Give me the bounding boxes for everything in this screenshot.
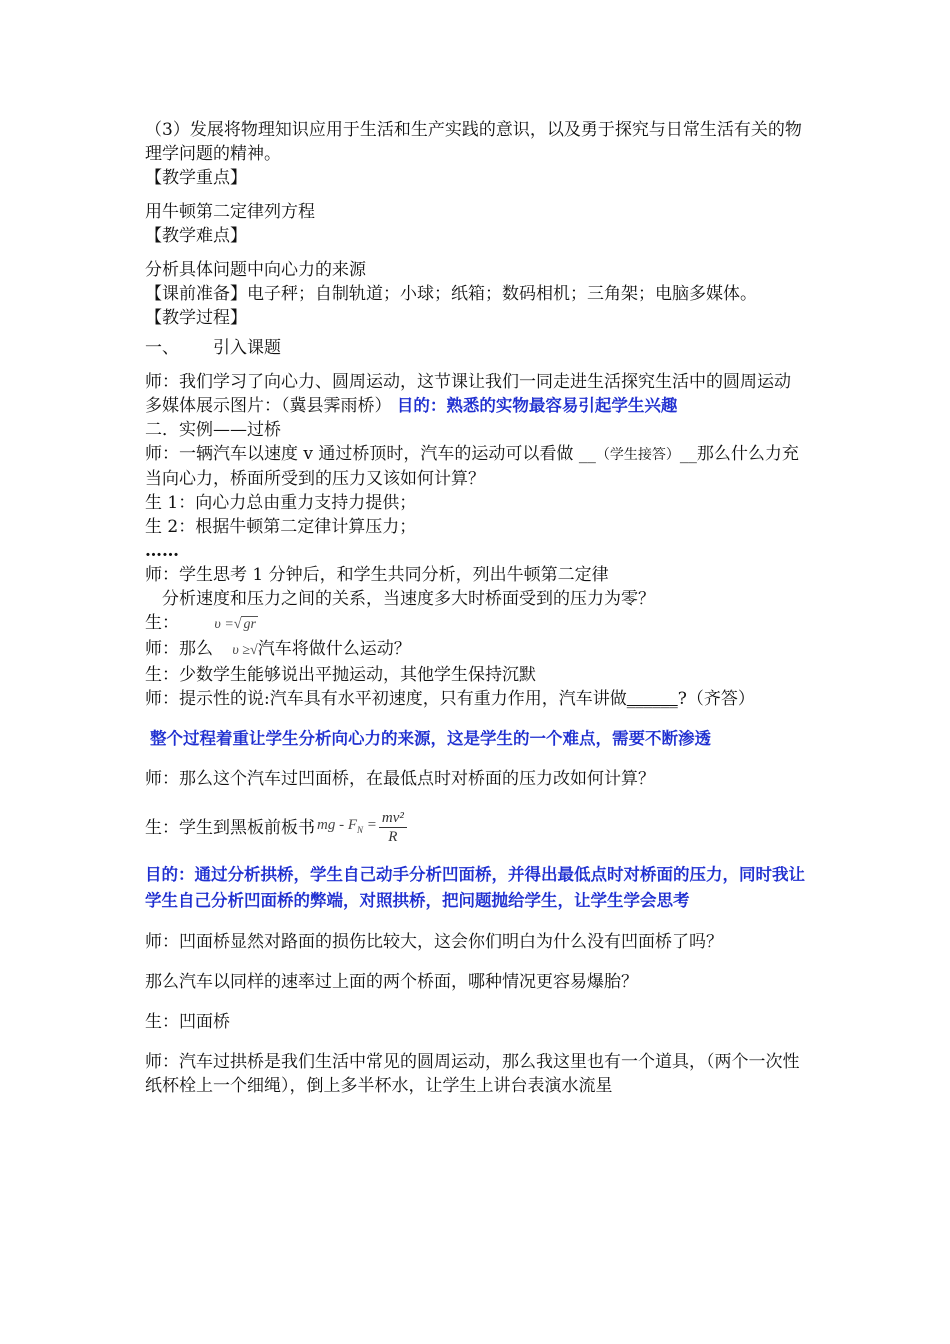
heading-key-point: 【教学重点】 <box>145 168 247 188</box>
section-1-title: 引入课题 <box>213 338 281 358</box>
student-board-text: 生：学生到黑板前板书 <box>145 817 315 838</box>
teacher-question-motion: 汽车将做什么运动？ <box>257 639 411 659</box>
student-answer-note: （学生接答） <box>595 447 680 463</box>
preparation-text: 【课前准备】电子秤；自制轨道；小球；纸箱；数码相机；三角架；电脑多媒体。 <box>145 284 757 304</box>
teacher-intro: 师：我们学习了向心力、圆周运动，这节课让我们一同走进生活探究生活中的圆周运动 <box>145 372 791 392</box>
document-page <box>145 118 810 1098</box>
teacher-question-part-2: __那么什么力充当向心力，桥面所受到的压力又该如何计算？ <box>145 444 799 489</box>
formula-fraction: $\frac{\text{mv²}}{R}$ <box>379 809 407 846</box>
student-2-answer: 生 2：根据牛顿第二定律计算压力； <box>145 517 417 537</box>
ellipsis: …… <box>145 541 179 561</box>
difficulty-text: 分析具体问题中向心力的来源 <box>145 260 366 280</box>
section-1-number: 一、 <box>145 338 179 358</box>
multimedia-line <box>145 394 810 418</box>
objective-3: （3）发展将物理知识应用于生活和生产实践的意识，以及勇于探究与日常生活有关的物理学问题的精神。 <box>145 120 802 164</box>
student-label: 生： <box>145 613 179 633</box>
section-1-heading <box>145 336 810 360</box>
teacher-concave-damage: 师：凹面桥显然对路面的损伤比较大，这会你们明白为什么没有凹面桥了吗？ <box>145 932 723 952</box>
section-2-heading: 二．实例——过桥 <box>145 420 281 440</box>
student-formula-line <box>145 611 810 637</box>
purpose-note-2: 目的：通过分析拱桥，学生自己动手分析凹面桥，并得出最低点时对桥面的压力，同时我让学生自己分析凹面桥的弊端，对照拱桥，把问题抛给学生，让学生学会思考 <box>145 865 805 910</box>
teacher-tire-question: 那么汽车以同样的速率过上面的两个桥面，哪种情况更容易爆胎？ <box>145 972 638 992</box>
student-answer-concave: 生：凹面桥 <box>145 1012 230 1032</box>
student-1-answer: 生 1：向心力总由重力支持力提供； <box>145 493 417 513</box>
key-point-text: 用牛顿第二定律列方程 <box>145 202 315 222</box>
teacher-question-bridge <box>145 442 810 491</box>
teacher-label: 师：那么 <box>145 639 213 659</box>
teacher-hint: 师：提示性的说:汽车具有水平初速度，只有重力作用，汽车讲做______?（齐答） <box>145 689 755 709</box>
teacher-question-part-1: 师：一辆汽车以速度 v 通过桥顶时，汽车的运动可以看做 __ <box>145 444 596 464</box>
teacher-water-demo: 师：汽车过拱桥是我们生活中常见的圆周运动，那么我这里也有一个道具，（两个一次性纸杯栓上一个细绳），倒上多半杯水，让学生上讲台表演水流星 <box>145 1052 800 1096</box>
heading-process: 【教学过程】 <box>145 308 247 328</box>
emphasis-note: 整个过程着重让学生分析向心力的来源，这是学生的一个难点，需要不断渗透 <box>150 729 711 748</box>
formula-v-geq: υ ≥√ <box>232 643 258 658</box>
analysis-question: 分析速度和压力之间的关系，当速度多大时桥面受到的压力为零？ <box>162 589 655 609</box>
student-board-line <box>145 809 810 846</box>
teacher-concave-question: 师：那么这个汽车过凹面桥，在最低点时对桥面的压力改如何计算？ <box>145 769 655 789</box>
heading-difficulty: 【教学难点】 <box>145 226 247 246</box>
formula-v-sqrt-gr: υ =√ gr <box>214 617 256 632</box>
student-response: 生：少数学生能够说出平抛运动，其他学生保持沉默 <box>145 665 536 685</box>
multimedia-text: 多媒体展示图片：（冀县霁雨桥） <box>145 396 392 416</box>
blank: ______ <box>626 689 678 709</box>
teacher-formula-line <box>145 637 810 663</box>
formula-mg-minus-fn: mg - $F_N$ = <box>317 817 377 835</box>
teacher-analysis: 师：学生思考 1 分钟后，和学生共同分析，列出牛顿第二定律 <box>145 565 609 585</box>
purpose-note-1: 目的：熟悉的实物最容易引起学生兴趣 <box>396 396 678 415</box>
